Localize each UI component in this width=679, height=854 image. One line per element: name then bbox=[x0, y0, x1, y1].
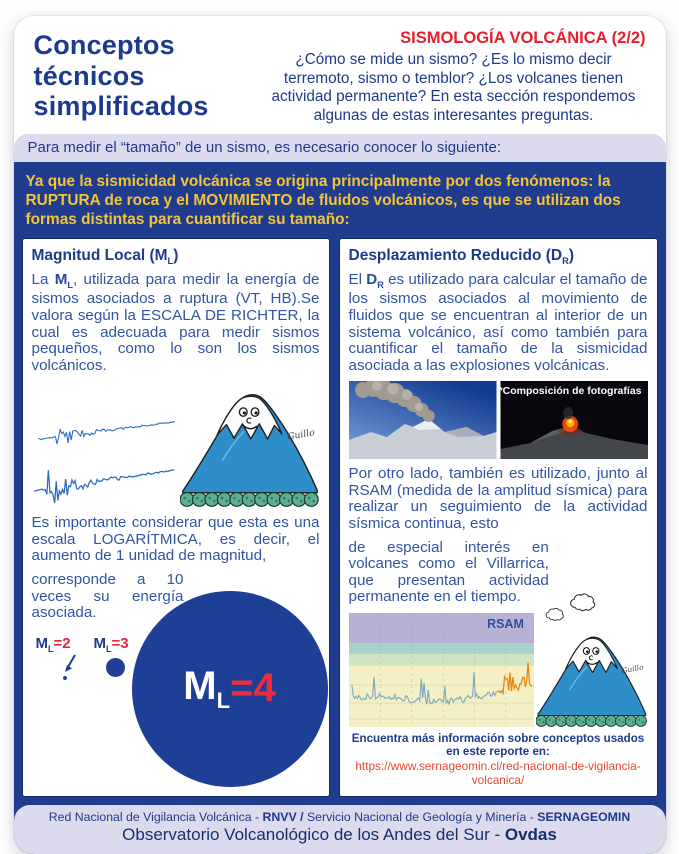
dr-symbol-subscript: R bbox=[377, 280, 384, 291]
volcano-cartoon-right bbox=[536, 559, 648, 727]
ml2-value: =2 bbox=[53, 634, 71, 652]
footer-line2 bbox=[24, 825, 656, 845]
footer-ovdas-text: Observatorio Volcanológico de los Andes del Sur - bbox=[122, 824, 505, 844]
left-p1-pre: La bbox=[31, 271, 55, 289]
ml2-sub: L bbox=[48, 643, 54, 654]
right-panel-title bbox=[349, 247, 648, 266]
eruption-photos bbox=[349, 381, 648, 459]
ml2-dot bbox=[63, 676, 67, 680]
infographic-card bbox=[14, 16, 666, 854]
header bbox=[14, 16, 666, 134]
right-title-suffix: ) bbox=[568, 247, 574, 265]
left-p1-rest: , utilizada para medir la energía de sismos asociados a ruptura (VT, HB).Se valora según la ESCALA DE RICHTER, la cual es adecuada para medir sismos pequeños, como lo son los sismos volcánicos. bbox=[31, 271, 320, 374]
left-title-suffix: ) bbox=[173, 247, 179, 265]
right-title-text: Desplazamiento Reducido (D bbox=[348, 247, 563, 265]
magnitude-scale-comparison bbox=[32, 629, 320, 779]
ml3-value: =3 bbox=[111, 634, 129, 652]
footer-sernageomin-text: Servicio Nacional de Geología y Minería - bbox=[306, 809, 538, 824]
main-section bbox=[14, 162, 666, 854]
dr-symbol bbox=[366, 271, 384, 291]
topic-title: SISMOLOGÍA VOLCÁNICA (2/2) bbox=[400, 29, 646, 47]
more-info-text: Encuentra más información sobre conceptos usados en este reporte en: bbox=[351, 731, 645, 758]
svg-text:Guillo: Guillo bbox=[285, 427, 316, 444]
lead-text: Ya que la sismicidad volcánica se origina principalmente por dos fenómenos: la RUPTURA de roca y el MOVIMIENTO de fluidos volcánicos, es que se utilizan dos formas distintas para cuantificar su tamaño: bbox=[25, 172, 621, 229]
day-eruption-photo bbox=[349, 381, 497, 459]
right-p1-rest: es utilizado para calcular el tamaño de los sismos asociados al movimiento de fluidos que se encuentran al interior de un sistema volcánico, así como también para cuantificar el tamaño de la sismicidad asociada a las explosiones volcánicas. bbox=[348, 271, 648, 374]
left-paragraph-2b: corresponde a 10 veces su energía asociada. bbox=[31, 570, 184, 622]
footer bbox=[14, 805, 666, 854]
photo-caption: *Composición de fotografías bbox=[498, 385, 642, 398]
footer-sernageomin-acronym: SERNAGEOMIN bbox=[537, 809, 631, 824]
rsam-label: RSAM bbox=[487, 616, 524, 631]
ml3-dot bbox=[106, 658, 125, 677]
ml-symbol-subscript: L bbox=[67, 280, 73, 291]
footer-rnvv-text: Red Nacional de Vigilancia Volcánica - bbox=[48, 809, 263, 824]
left-title-subscript: L bbox=[167, 256, 174, 267]
footer-rnvv-acronym: RNVV / bbox=[262, 809, 307, 824]
volcano-cartoon-left bbox=[180, 381, 320, 507]
right-paragraph-2a: Por otro lado, también es utilizado, junto al RSAM (medida de la amplitud sísmica) para realizar un seguimiento de la actividad sísmica continua, esto bbox=[348, 465, 648, 532]
ml3-label bbox=[94, 635, 129, 654]
ml2-label bbox=[36, 635, 71, 654]
left-paragraph-1 bbox=[32, 272, 320, 374]
left-paragraph-2a: Es importante considerar que esta es una escala LOGARÍTMICA, es decir, el aumento de 1 unidad de magnitud, bbox=[31, 514, 320, 565]
svg-text:Guillo: Guillo bbox=[620, 662, 645, 675]
ml-symbol bbox=[54, 271, 73, 291]
two-column-layout bbox=[22, 238, 658, 796]
ml3-sym: M bbox=[93, 634, 106, 652]
right-title-subscript: R bbox=[562, 256, 569, 267]
dr-symbol-letter: D bbox=[366, 271, 378, 289]
footer-ovdas-acronym: Ovdas bbox=[504, 824, 557, 844]
desplazamiento-reducido-panel bbox=[339, 238, 658, 796]
magnitud-local-panel bbox=[22, 238, 330, 796]
ml4-value: =4 bbox=[230, 666, 276, 711]
right-p1-pre: El bbox=[348, 271, 367, 289]
topic-intro: ¿Cómo se mide un sismo? ¿Es lo mismo decir terremoto, sismo o temblor? ¿Los volcanes tienen actividad permanente? En esta sección respondemos algunas de estas interesantes preguntas. bbox=[271, 51, 636, 124]
rsam-volcano-row bbox=[349, 613, 648, 727]
ml2-sym: M bbox=[35, 634, 48, 652]
info-url-link[interactable]: https://www.sernageomin.cl/red-nacional-de-vigilancia-volcanica/ bbox=[355, 758, 641, 787]
ml4-sub: L bbox=[216, 687, 231, 713]
seismogram-traces-icon bbox=[32, 389, 180, 507]
header-right bbox=[262, 28, 646, 126]
ml-symbol-letter: M bbox=[54, 271, 68, 289]
arrow-icon bbox=[62, 654, 78, 674]
footer-line1 bbox=[24, 810, 656, 824]
ml4-circle bbox=[132, 591, 328, 787]
page-title: Conceptos técnicos simplificados bbox=[33, 30, 209, 121]
right-paragraph-1 bbox=[349, 272, 648, 374]
seismogram-volcano-illustration bbox=[32, 381, 320, 507]
left-panel-title bbox=[32, 247, 320, 266]
ml4-symbol bbox=[183, 664, 230, 714]
ml4-sym: M bbox=[183, 663, 217, 708]
rsam-chart bbox=[349, 613, 534, 727]
right-paragraph-2b: de especial interés en volcanes como el Villarrica, que presentan actividad permanente en el tiempo. bbox=[348, 538, 549, 606]
measure-banner: Para medir el “tamaño” de un sismo, es necesario conocer lo siguiente: bbox=[14, 134, 666, 162]
ml3-sub: L bbox=[106, 643, 112, 654]
left-title-text: Magnitud Local (M bbox=[31, 247, 168, 265]
